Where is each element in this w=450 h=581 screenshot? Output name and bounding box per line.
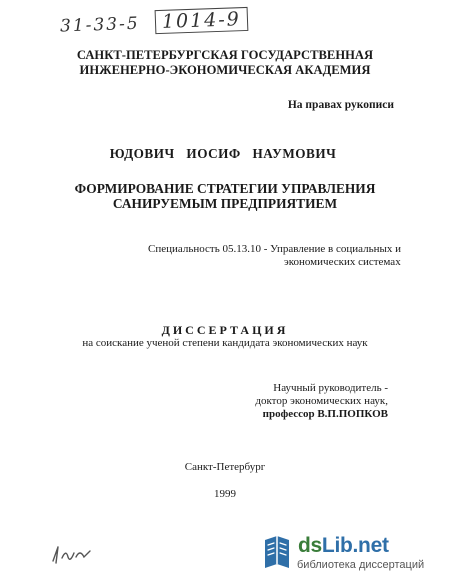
scientific-advisor	[255, 382, 388, 421]
institution-line-1: САНКТ-ПЕТЕРБУРГСКАЯ ГОСУДАРСТВЕННАЯ	[76, 48, 374, 62]
dslib-watermark	[261, 532, 436, 576]
title-line-1: ФОРМИРОВАНИЕ СТРАТЕГИИ УПРАВЛЕНИЯ	[74, 181, 376, 196]
institution-name	[0, 48, 450, 78]
title-line-2: САНИРУЕМЫМ ПРЕДПРИЯТИЕМ	[112, 196, 338, 211]
watermark-subtitle: библиотека диссертаций	[297, 559, 425, 571]
stamp-box-code: 1014-9	[155, 7, 249, 34]
specialty	[148, 243, 401, 269]
specialty-line-2: экономических системах	[284, 256, 401, 268]
book-icon	[261, 534, 293, 577]
dissertation-title	[0, 181, 450, 211]
archive-stamp	[60, 7, 261, 38]
author-name: ЮДОВИЧ ИОСИФ НАУМОВИЧ	[109, 146, 337, 161]
city: Санкт-Петербург	[184, 461, 266, 473]
handwritten-mark	[50, 543, 98, 570]
year: 1999	[214, 488, 236, 500]
advisor-line-1: Научный руководитель -	[273, 382, 388, 394]
degree-subtitle: на соискание ученой степени кандидата экономических наук	[82, 337, 368, 349]
advisor-line-2: доктор экономических наук,	[255, 395, 388, 407]
institution-line-2: ИНЖЕНЕРНО-ЭКОНОМИЧЕСКАЯ АКАДЕМИЯ	[79, 63, 371, 77]
dissertation-heading: ДИССЕРТАЦИЯ	[161, 323, 289, 337]
advisor-line-3: профессор В.П.ПОПКОВ	[262, 408, 388, 420]
stamp-left-code: 31-33-5	[59, 13, 140, 37]
rights-notice: На правах рукописи	[287, 99, 394, 111]
watermark-brand: dsLib.net	[298, 534, 389, 557]
specialty-line-1: Специальность 05.13.10 - Управление в социальных и	[148, 243, 402, 255]
